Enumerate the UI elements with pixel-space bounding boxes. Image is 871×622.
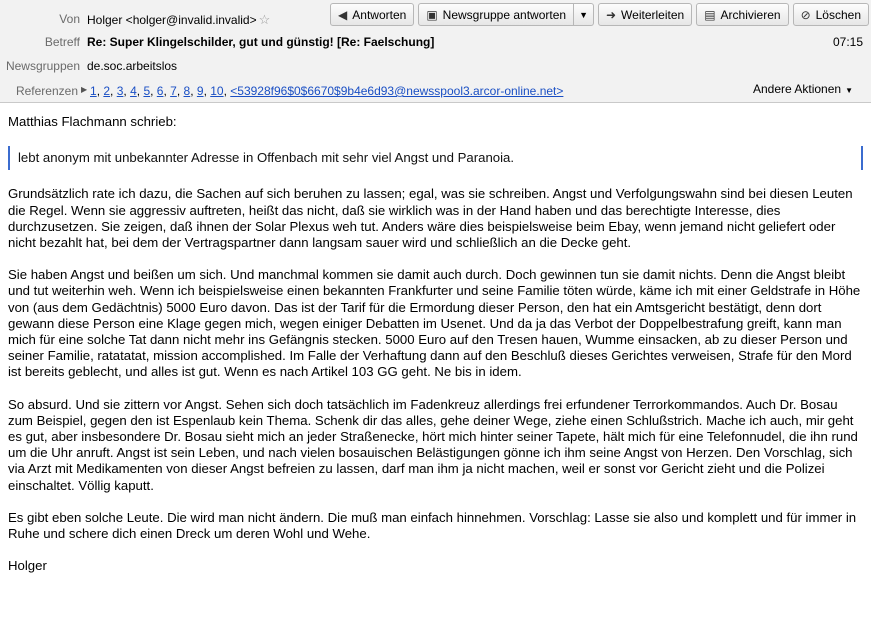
subject-label: Betreff: [44, 35, 80, 49]
reference-link[interactable]: 8: [183, 84, 191, 98]
message-header: [0, 0, 871, 103]
forward-arrow-icon: ➜: [605, 7, 617, 22]
chevron-down-icon: ▼: [579, 9, 588, 20]
references-list: 1, 2, 3, 4, 5, 6, 7, 8, 9, 10, <53928f96$0$6670$9b4e6d93@newsspool3.arcor-online.net>: [90, 84, 564, 98]
reference-link[interactable]: 6: [156, 84, 164, 98]
references-label: Referenzen: [15, 84, 78, 98]
message-body: [0, 103, 871, 574]
other-actions-label: Andere Aktionen: [753, 82, 842, 96]
reply-newsgroup-label: Newsgruppe antworten: [442, 7, 567, 22]
reference-link[interactable]: 9: [196, 84, 204, 98]
reference-link[interactable]: 3: [116, 84, 124, 98]
forward-label: Weiterleiten: [621, 7, 685, 22]
archive-label: Archivieren: [720, 7, 781, 22]
body-paragraph: Es gibt eben solche Leute. Die wird man nicht ändern. Die muß man einfach hinnehmen. Vorschlag: Lasse sie also und komplett und für immer in Ruhe und schere dich einen Dreck um deren Wohl und Wehe.: [8, 509, 857, 542]
delete-label: Löschen: [815, 7, 861, 22]
archive-icon: ▤: [704, 7, 716, 22]
archive-button[interactable]: [696, 3, 788, 26]
star-icon[interactable]: ☆: [258, 12, 271, 27]
signature: Holger: [8, 558, 47, 574]
delete-icon: ⊘: [800, 7, 811, 22]
reply-dropdown-button[interactable]: [574, 3, 594, 26]
reference-link[interactable]: 5: [143, 84, 151, 98]
message-id-link[interactable]: <53928f96$0$6670$9b4e6d93@newsspool3.arcor-online.net>: [230, 84, 564, 98]
forward-button[interactable]: [598, 3, 692, 26]
reply-newsgroup-button[interactable]: [418, 3, 574, 26]
reply-label: Antworten: [352, 7, 407, 22]
delete-button[interactable]: [793, 3, 869, 26]
body-paragraph: Grundsätzlich rate ich dazu, die Sachen auf sich beruhen zu lassen; egal, was sie schreiben. Angst und Verfolgungswahn sind bei diesen Leuten die Regel. Wenn sie aggressiv auftreten, heißt das nicht, daß sie wirklich was in der Hand haben und das berechtigte Interesse, dies durchzusetzen. Sie zeigen, daß ihnen der Solar Plexus weh tut. Anders wäre dies beispielsweise beim Ebay, wenn jemand nicht geliefert oder nicht bezahlt hat, bei dem der Vertragspartner dann langsam sauer wird und schließlich an die Decke geht.: [8, 186, 853, 251]
reference-link[interactable]: 4: [130, 84, 137, 98]
reply-newsgroup-split: [418, 3, 594, 26]
reference-link[interactable]: 1: [90, 84, 97, 98]
quoted-text: lebt anonym mit unbekannter Adresse in Offenbach mit sehr viel Angst und Paranoia.: [8, 146, 863, 170]
sender[interactable]: Holger <holger@invalid.invalid>: [87, 13, 257, 27]
reference-link[interactable]: 10: [210, 84, 224, 98]
reply-button[interactable]: [330, 3, 414, 26]
from-label: Von: [59, 12, 80, 26]
other-actions-menu[interactable]: [753, 82, 853, 96]
newsgroup-icon: ▣: [426, 7, 438, 22]
from-value[interactable]: [87, 12, 270, 28]
subject-value: Re: Super Klingelschilder, gut und günstig! [Re: Faelschung]: [87, 35, 435, 49]
reply-arrow-icon: ◀: [338, 7, 348, 22]
body-paragraph: Sie haben Angst und beißen um sich. Und manchmal kommen sie damit auch durch. Doch gewinnen tun sie damit nichts. Denn die Angst bleibt und tut weiterhin weh. Wenn ich beispielsweise einen bekannten Frankfurter und seine Familie töten würde, käme ich mit einer Geldstrafe in Höhe von (aus dem Gedächtnis) 5000 Euro davon. Das ist der Tarif für die Ermordung dieser Person, den hat ein Amtsgericht bestätigt, denn dort gewann diese Person eine Klage gegen mich, wegen einiger Debatten im Usenet. Und da ja das Verbot der Doppelbestrafung greift, kann man mich für eine solche Tat dann nicht mehr ins Gefängnis stecken. 5000 Euro auf den Tresen hauen, Wumme einsacken, ab zu dieser Person und seiner Familie, ratatatat, mission accomplished. Im Falle der Verhaftung dann auf den Beschluß dieses Gerichtes verweisen, Strafe für den Mord ist bereits geblecht, und alles ist gut. Wenn es nach Artikel 103 GG geht. Ne bis in idem.: [8, 267, 861, 380]
expand-references-icon[interactable]: ▶: [81, 85, 88, 94]
newsgroups-value[interactable]: de.soc.arbeitslos: [87, 59, 178, 73]
newsgroups-label: Newsgruppen: [5, 59, 80, 73]
caret-down-icon: ▼: [845, 86, 853, 95]
message-toolbar: [330, 3, 869, 26]
attribution: Matthias Flachmann schrieb:: [8, 114, 177, 129]
reference-link[interactable]: 2: [103, 84, 111, 98]
body-paragraph: So absurd. Und sie zittern vor Angst. Sehen sich doch tatsächlich im Fadenkreuz allerdings frei erfundener Terrorkommandos. Auch Dr. Bosau zum Beispiel, gegen den ist Espenlaub kein Thema. Schenk dir das alles, gehe deiner Wege, ziehe einen Schlußstrich. Mache ich auch, mir geht es gut, aber insbesondere Dr. Bosau sieht mich an jeder Straßenecke, hört mich hinter seiner Tapete, hält mich für eine Telefonnudel, die ihn rund um die Uhr anruft. Angst ist sein Leben, und nach vielen bosauischen Belästigungen gönne ich ihm seine Angst von Herzen. Den Vorschlag, sich via Arzt mit Medikamenten von dieser Angst befreien zu lassen, darf man ihm ja nicht machen, weil er sonst vor Gericht zieht und die Polizei einschaltet. Völlig kaputt.: [8, 396, 858, 493]
message-time: 07:15: [832, 35, 863, 49]
reference-link[interactable]: 7: [170, 84, 177, 98]
